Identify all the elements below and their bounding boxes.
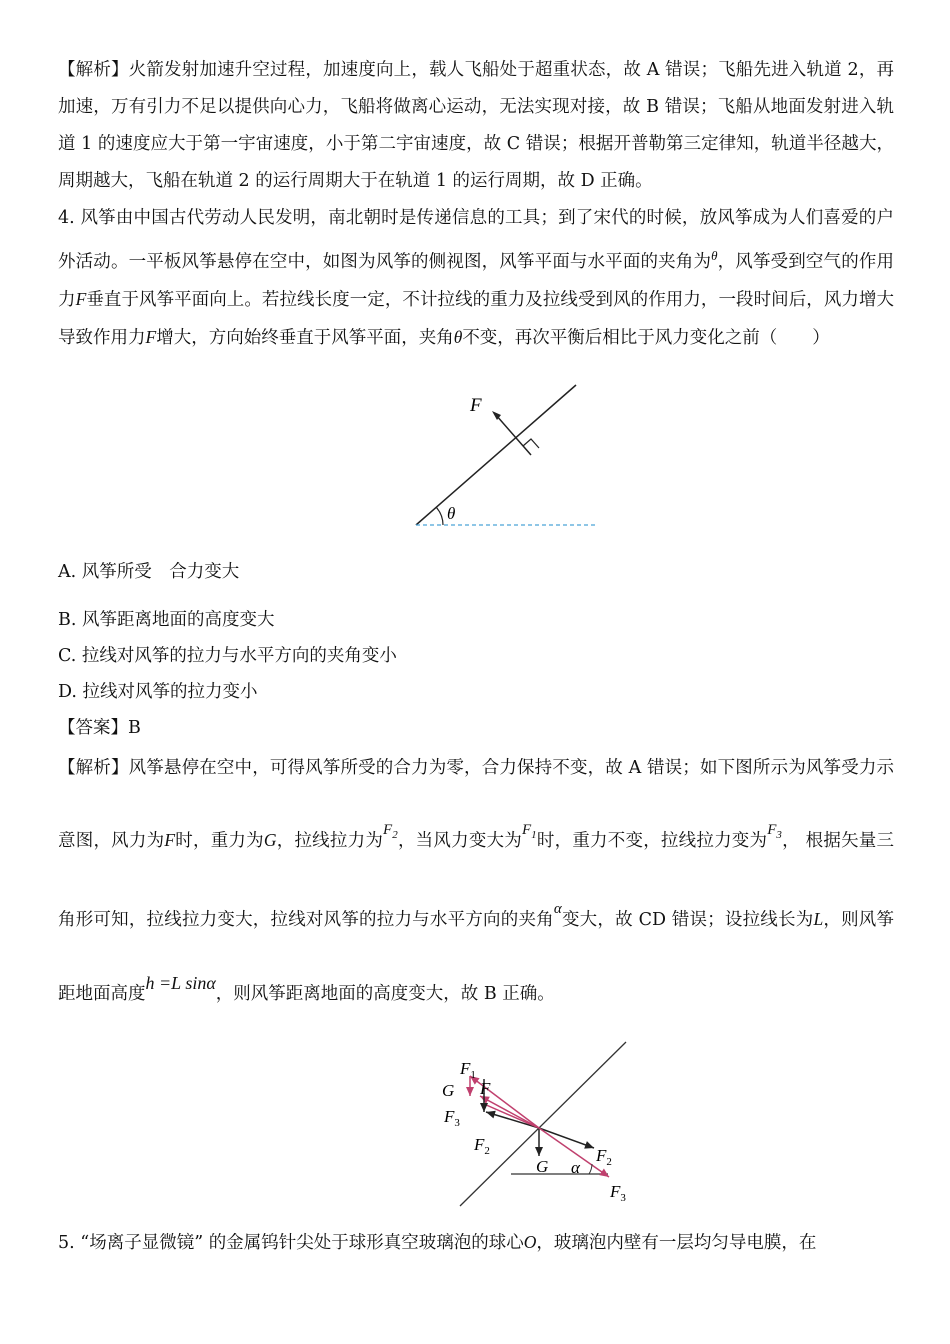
analysis2-text-1: 风筝悬停在空中，可得风筝所受的合力为零，合力保持不变，故 A 错误；如下图所示为风筝受力示意图，风力为 <box>58 757 895 851</box>
analysis-q3 <box>58 52 894 200</box>
force-label: F <box>470 394 482 416</box>
analysis2-text-5: 时，重力不变，拉线拉力变为 <box>536 830 768 851</box>
length-l: L <box>813 908 824 929</box>
option-b[interactable]: B. 风筝距离地面的高度变大 <box>58 609 275 630</box>
label-f2: $F_2$ <box>474 1134 490 1157</box>
analysis2-text-8: ，则风筝距地面高度 <box>58 909 895 1004</box>
label-g-bottom: G <box>536 1156 549 1176</box>
kite-plane-line <box>460 1042 626 1206</box>
q4-text-3: 垂直于风筝平面向上。若拉线长度一定，不计拉线的重力及拉线受到风的作用力，一段时间后，风力增大导致作用力 <box>58 289 894 348</box>
answer-label: 【答案】 <box>58 717 128 738</box>
force-diagram-figure <box>58 1034 894 1224</box>
q4-text-2: ，风筝受到空气的作用力 <box>58 251 895 310</box>
page <box>58 52 894 1262</box>
analysis2-text-7: 变大，故 CD 错误；设拉线长为 <box>561 909 814 930</box>
kite-diagram <box>413 367 613 537</box>
label-f2-rope: $F_2$ <box>596 1145 612 1168</box>
force-f2: $F_2$ <box>383 821 398 841</box>
q5-text-1: 5. “场离子显微镜” 的金属钨针尖处于球形真空玻璃泡的球心 <box>58 1232 524 1253</box>
option-d[interactable]: D. 拉线对风筝的拉力变小 <box>58 681 258 702</box>
height-equation: h =L sinα <box>145 972 216 993</box>
force-f3: $F_3$ <box>767 821 782 841</box>
answer-value: B <box>128 717 141 738</box>
right-angle-mark <box>523 439 539 448</box>
f-arrow-black-head <box>480 1103 488 1112</box>
q4-text-1: 4. 风筝由中国古代劳动人民发明，南北朝时是传递信息的工具；到了宋代的时候，放风筝成为人们喜爱的户外活动。一平板风筝悬停在空中，如图为风筝的侧视图，风筝平面与水平面的夹角为 <box>58 208 894 272</box>
alpha-symbol: α <box>553 900 562 917</box>
label-f1: $F_1$ <box>460 1058 476 1081</box>
analysis-q4 <box>58 732 894 1030</box>
q5-text-2: ，玻璃泡内壁有一层均匀导电膜，在 <box>536 1232 817 1253</box>
q4-text-4: 增大，方向始终垂直于风筝平面，夹角 <box>156 327 454 348</box>
analysis-text: 火箭发射加速升空过程，加速度向上，载人飞船处于超重状态，故 A 错误；飞船先进入轨道 2，再加速，万有引力不足以提供向心力，飞船将做离心运动，无法实现对接，故 B 错误；飞船从地面发射进入轨道 1 的速度应大于第一宇宙速度，小于第二宇宙速度，故 C 错误；根据开普勒第三定律知，轨道半径越大，周期越大，飞船在轨道 2 的运行周期大于在轨道 1 的运行周期，故 D 正确。 <box>58 60 894 191</box>
analysis2-text-4: ，当风力变大为 <box>397 830 522 851</box>
theta-symbol-2: θ <box>453 326 463 347</box>
kite-plane-line <box>416 385 576 525</box>
label-alpha: α <box>571 1157 580 1177</box>
analysis2-text-3: ，拉线拉力为 <box>276 830 384 851</box>
analysis2-text-2: 时，重力为 <box>175 830 264 851</box>
kite-side-view-figure <box>58 367 894 542</box>
force-symbol: F <box>75 288 87 309</box>
point-o: O <box>523 1231 537 1252</box>
label-f3: $F_3$ <box>444 1106 460 1129</box>
alpha-arc <box>589 1164 592 1174</box>
rope-f2-arrow-head <box>584 1141 594 1149</box>
q4-text-5: 不变，再次平衡后相比于风力变化之前（ ） <box>462 327 830 348</box>
force-diagram <box>376 1034 636 1219</box>
question-4 <box>58 200 894 357</box>
label-f3-rope: $F_3$ <box>610 1181 626 1204</box>
gravity-g: G <box>263 829 277 850</box>
force-f2-black-head <box>486 1111 496 1119</box>
option-c[interactable]: C. 拉线对风筝的拉力与水平方向的夹角变小 <box>58 645 397 666</box>
analysis2-text-6: ， 根据矢量三角形可知，拉线拉力变大，拉线对风筝的拉力与水平方向的夹角 <box>58 830 895 930</box>
analysis-label: 【解析】 <box>58 60 129 80</box>
g-arrow-mag-head <box>466 1087 474 1096</box>
theta-symbol: θ <box>711 248 718 263</box>
label-g: G <box>442 1080 455 1100</box>
force-arrow-line <box>496 415 531 455</box>
theta-label: θ <box>447 503 456 523</box>
question-5 <box>58 1224 894 1262</box>
theta-arc <box>436 507 443 525</box>
option-a[interactable]: A. 风筝所受 合力变大 <box>58 561 240 582</box>
force-f1: $F_1$ <box>521 821 537 841</box>
gravity-arrow-head <box>535 1147 543 1156</box>
force-f: F <box>164 829 176 850</box>
force-symbol-2: F <box>145 326 157 347</box>
rope-f3-arrow-head <box>599 1168 609 1176</box>
analysis2-text-9: ，则风筝距离地面的高度变大，故 B 正确。 <box>215 983 555 1004</box>
label-f: F <box>480 1078 491 1098</box>
analysis2-label: 【解析】 <box>58 757 129 778</box>
